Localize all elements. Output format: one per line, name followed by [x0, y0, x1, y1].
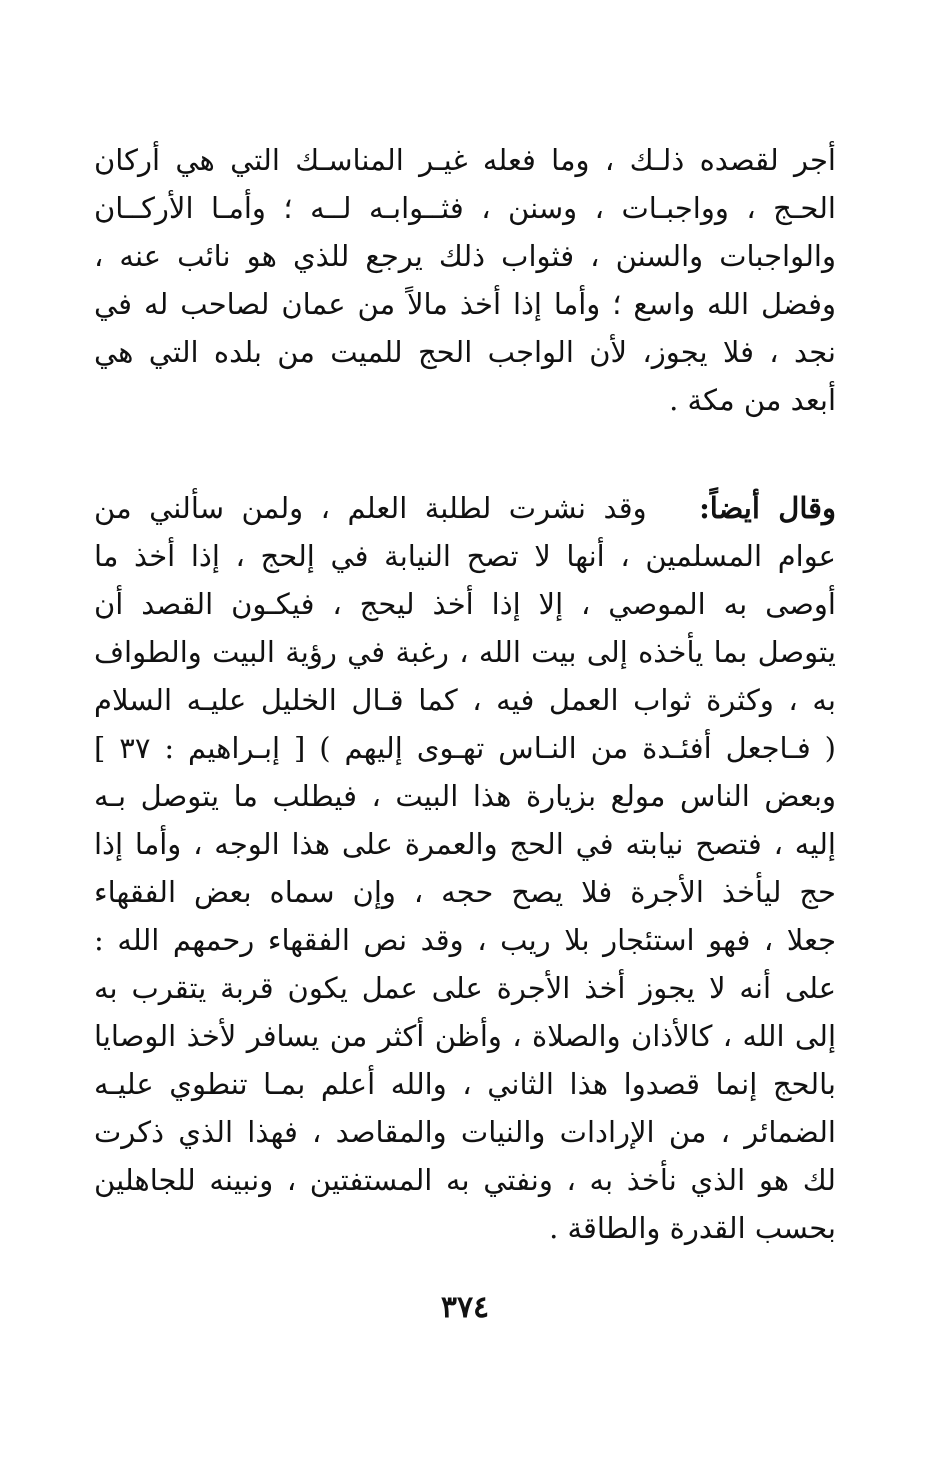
paragraph-2-line: حج ليأخذ الأجرة فلا يصح حجه ، وإن سماه بعض الفقهاء: [94, 875, 836, 909]
paragraph-2-line: به ، وكثرة ثواب العمل فيه ، كما قـال الخليل عليـه السلام: [94, 683, 836, 717]
paragraph-2-line: على أنه لا يجوز أخذ الأجرة على عمل يكون قربة يتقرب به: [94, 971, 836, 1005]
paragraph-2-line: عوام المسلمين ، أنها لا تصح النيابة في إلحج ، إذا أخذ ما: [94, 539, 836, 573]
paragraph-2-first-line-text: وقد نشرت لطلبة العلم ، ولمن سألني من: [94, 491, 647, 525]
paragraph-2-line: بالحج إنما قصدوا هذا الثاني ، والله أعلم بمـا تنطوي عليـه: [94, 1067, 836, 1101]
paragraph-1-line: والواجبات والسنن ، فثواب ذلك يرجع للذي هو نائب عنه ،: [94, 239, 836, 273]
paragraph-2-line: أوصى به الموصي ، إلا إذا أخذ ليحج ، فيكـون القصد أن: [94, 587, 836, 621]
paragraph-2-line: بحسب القدرة والطاقة .: [549, 1211, 836, 1245]
paragraph-1-line: وفضل الله واسع ؛ وأما إذا أخذ مالاً من عمان لصاحب له في: [94, 287, 836, 321]
paragraph-2-line: وبعض الناس مولع بزيارة هذا البيت ، فيطلب ما يتوصل بـه: [94, 779, 836, 813]
paragraph-2: [94, 484, 836, 1252]
paragraph-1-line: أبعد من مكة .: [669, 383, 836, 417]
paragraph-2-lead: وقال أيضاً:: [699, 491, 837, 525]
paragraph-2-line: إلى الله ، كالأذان والصلاة ، وأظن أكثر من يسافر لأخذ الوصايا: [94, 1019, 836, 1053]
paragraph-2-first-line: [94, 484, 836, 532]
paragraph-2-line: لك هو الذي نأخذ به ، ونفتي به المستفتين ، ونبينه للجاهلين: [94, 1163, 836, 1197]
paragraph-1-line: الحـج ، وواجبـات ، وسنن ، فثــوابـه لــه ؛ وأمـا الأركــان: [94, 191, 836, 225]
page-number: ٣٧٤: [440, 1290, 490, 1325]
paragraph-1-line: نجد ، فلا يجوز، لأن الواجب الحج للميت من بلده التي هي: [94, 335, 836, 369]
paragraph-1-line: أجر لقصده ذلـك ، وما فعله غيـر المناسـك التي هي أركان: [94, 143, 836, 177]
paragraph-2-line: ( فـاجعل أفئـدة من النـاس تهـوى إليهم ) [ إبـراهيم : ٣٧ ]: [94, 731, 836, 765]
paragraph-1: [94, 136, 836, 424]
paragraph-2-line: الضمائر ، من الإرادات والنيات والمقاصد ، فهذا الذي ذكرت: [94, 1115, 836, 1149]
paragraph-2-line: إليه ، فتصح نيابته في الحج والعمرة على هذا الوجه ، وأما إذا: [94, 827, 836, 861]
paragraph-2-line: جعلا ، فهو استئجار بلا ريب ، وقد نص الفقهاء رحمهم الله :: [94, 923, 836, 957]
paragraph-2-line: يتوصل بما يأخذه إلى بيت الله ، رغبة في رؤية البيت والطواف: [94, 635, 836, 669]
